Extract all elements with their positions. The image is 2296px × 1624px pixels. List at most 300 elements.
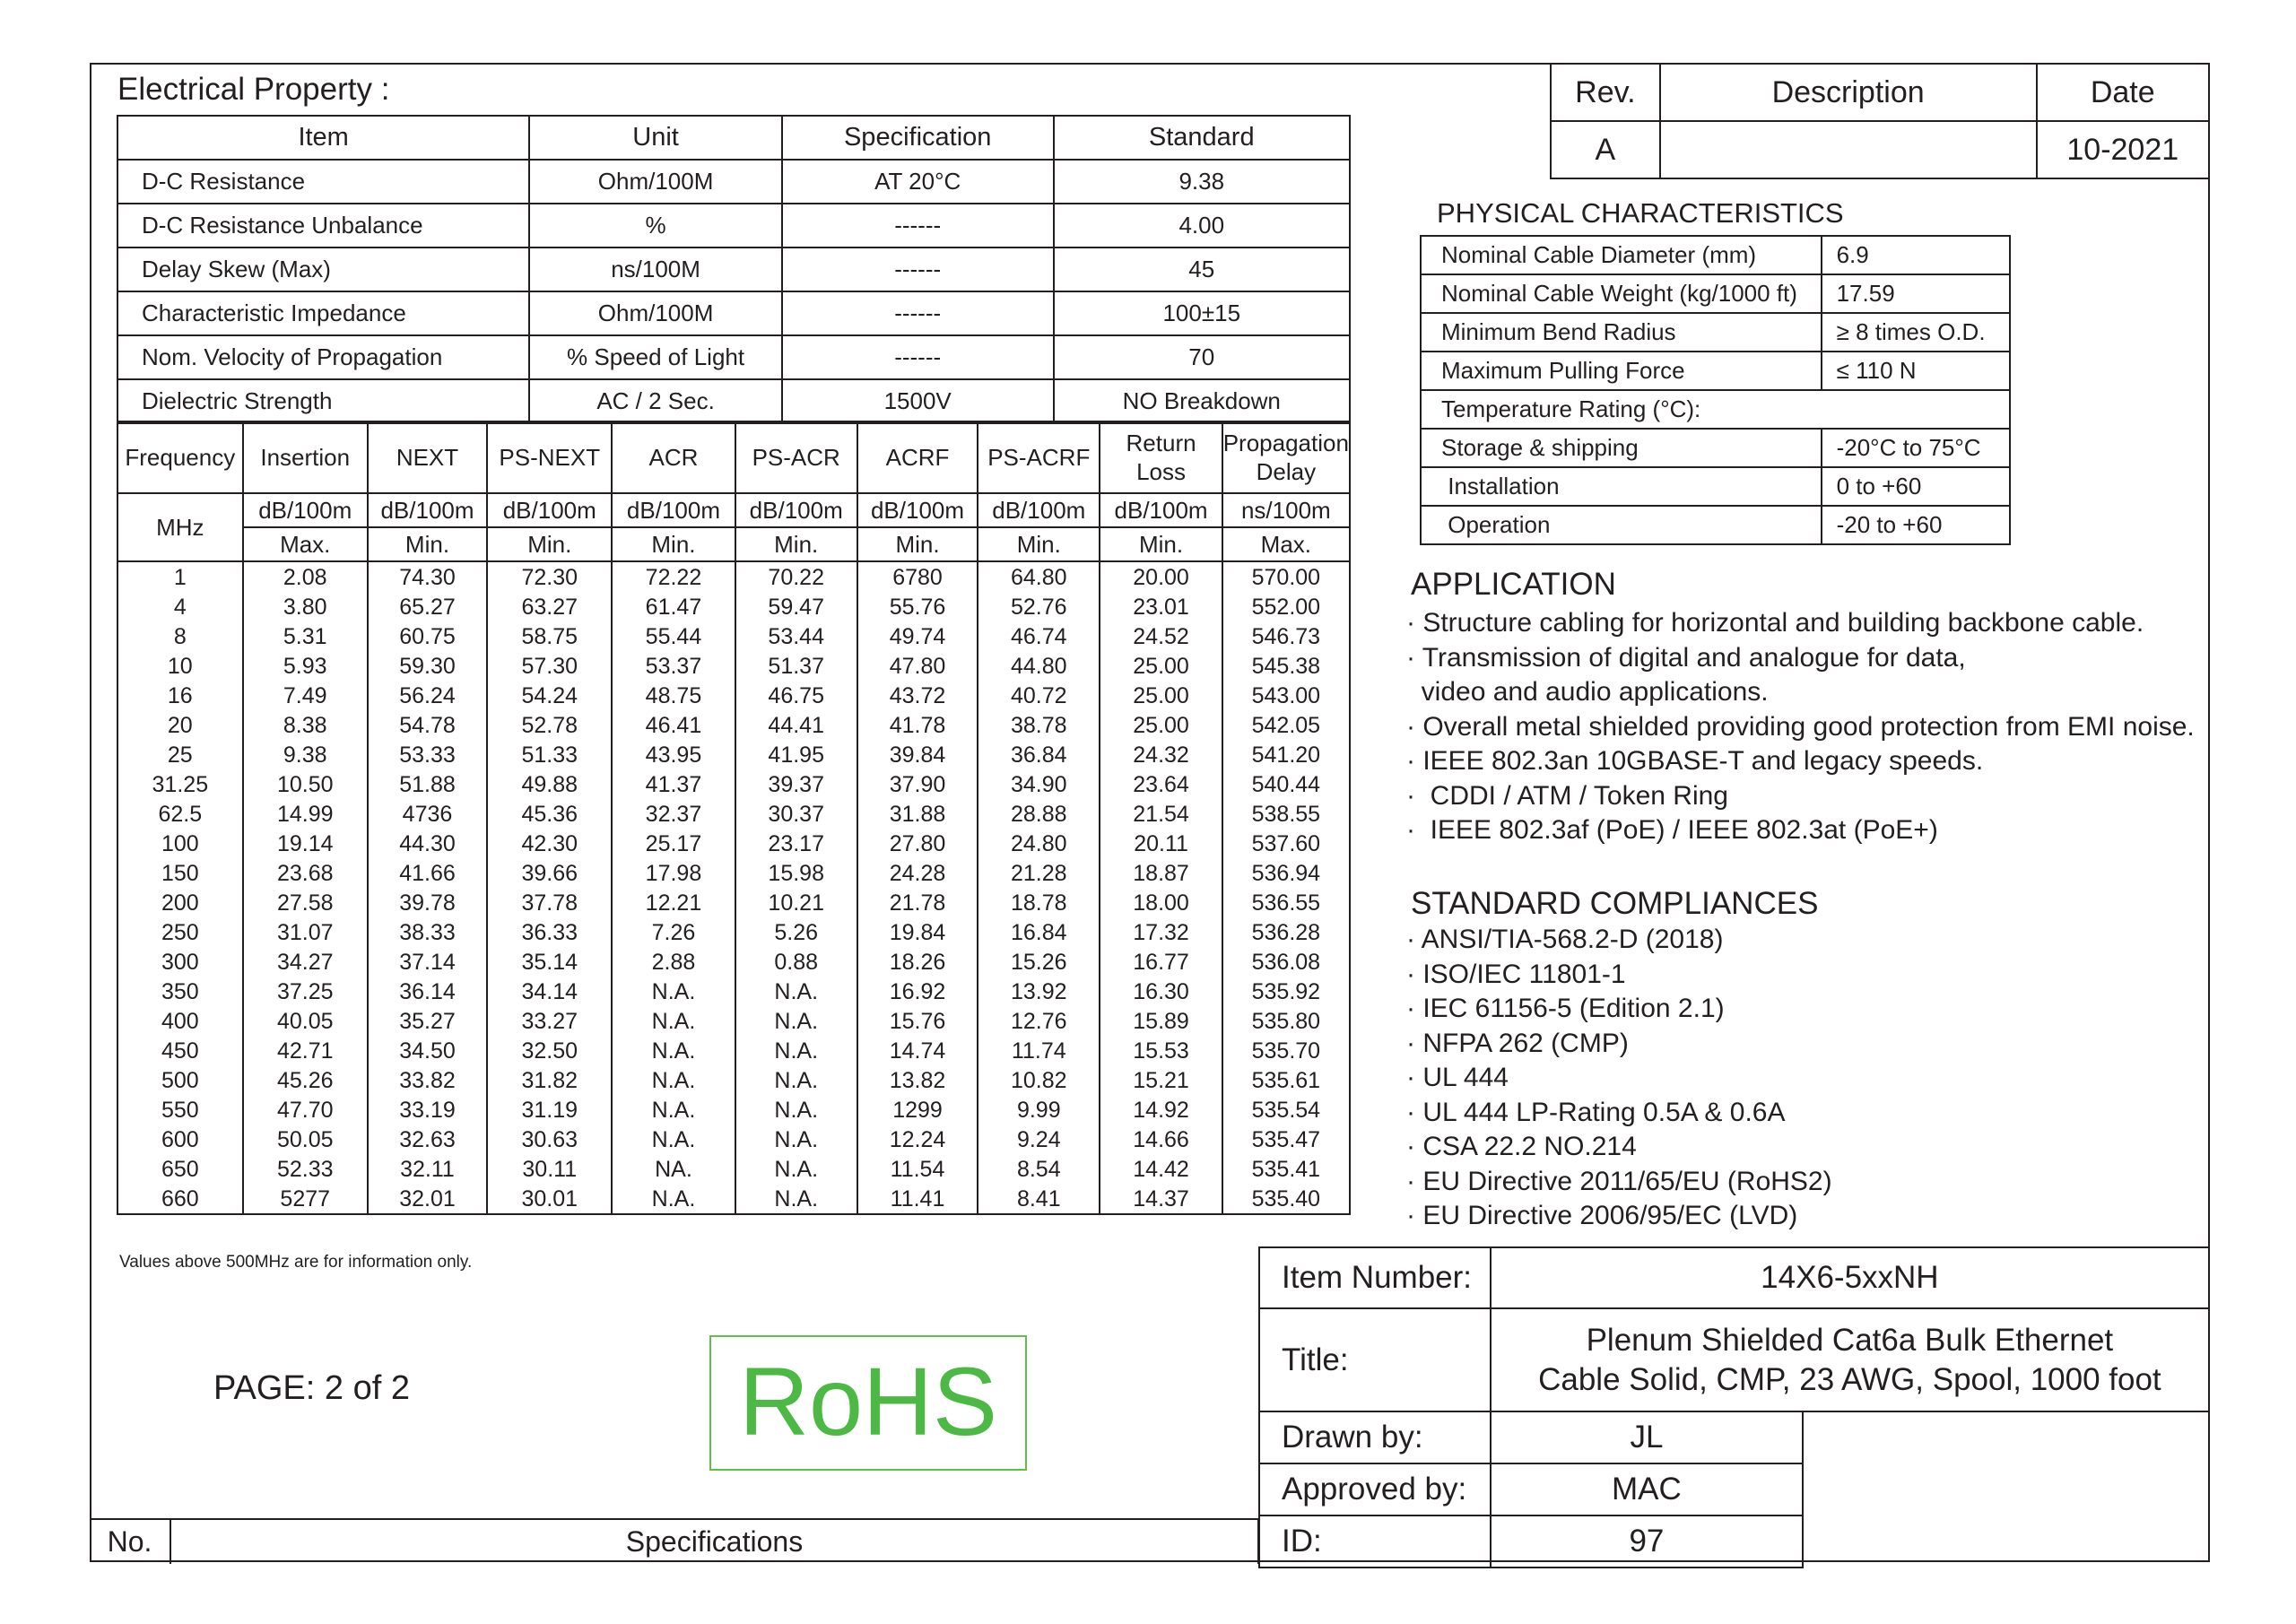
table-cell: 7.26 — [612, 917, 735, 947]
table-cell: 46.41 — [612, 710, 735, 740]
table-cell: 53.37 — [612, 651, 735, 681]
revision-description — [1660, 121, 2037, 178]
revision-header-description: Description — [1660, 64, 2037, 121]
frequency-value: 1 — [117, 561, 243, 592]
table-cell: 537.60 — [1222, 829, 1350, 858]
table-row — [117, 888, 1350, 917]
frequency-value: 660 — [117, 1184, 243, 1214]
compliance-item: · ANSI/TIA-568.2-D (2018) — [1406, 925, 1724, 954]
frequency-value: 450 — [117, 1036, 243, 1065]
table-cell: 21.28 — [978, 858, 1100, 888]
approved-value: MAC — [1491, 1463, 1803, 1515]
table-cell: 9.38 — [243, 740, 368, 769]
table-cell: 12.24 — [857, 1125, 978, 1154]
table-cell: 37.14 — [368, 947, 487, 977]
table-cell: 15.53 — [1100, 1036, 1222, 1065]
table-row — [117, 977, 1350, 1006]
revision-date: 10-2021 — [2037, 121, 2209, 178]
physical-label: Storage & shipping — [1421, 429, 1822, 467]
footer-no: No. — [90, 1519, 170, 1564]
frequency-header: PS-NEXT — [487, 421, 612, 493]
frequency-value: 650 — [117, 1154, 243, 1184]
table-cell: 40.72 — [978, 681, 1100, 710]
table-cell: 13.92 — [978, 977, 1100, 1006]
table-cell: 535.70 — [1222, 1036, 1350, 1065]
table-cell: 11.41 — [857, 1184, 978, 1214]
table-cell: 49.88 — [487, 769, 612, 799]
frequency-limit: Min. — [1100, 527, 1222, 561]
physical-value: 6.9 — [1822, 236, 2010, 274]
table-cell: 535.80 — [1222, 1006, 1350, 1036]
table-cell: 23.01 — [1100, 592, 1222, 621]
electrical-spec: AT 20°C — [782, 160, 1054, 204]
table-cell: 18.26 — [857, 947, 978, 977]
table-cell: 18.87 — [1100, 858, 1222, 888]
table-cell: 535.54 — [1222, 1095, 1350, 1125]
table-cell: 5277 — [243, 1184, 368, 1214]
frequency-header: NEXT — [368, 421, 487, 493]
electrical-title: Electrical Property : — [117, 72, 390, 107]
electrical-spec: ------ — [782, 204, 1054, 248]
table-cell: 35.14 — [487, 947, 612, 977]
revision-table — [1550, 63, 2210, 179]
table-cell: 61.47 — [612, 592, 735, 621]
frequency-header: Return Loss — [1100, 421, 1222, 493]
table-cell: 37.90 — [857, 769, 978, 799]
table-cell: 41.37 — [612, 769, 735, 799]
table-cell: 34.50 — [368, 1036, 487, 1065]
table-cell: 52.76 — [978, 592, 1100, 621]
item-number-row — [1259, 1247, 2209, 1308]
physical-label: Minimum Bend Radius — [1421, 313, 1822, 352]
frequency-header: Frequency — [117, 421, 243, 493]
item-number-label: Item Number: — [1259, 1247, 1491, 1308]
table-cell: 31.19 — [487, 1095, 612, 1125]
table-cell: 42.71 — [243, 1036, 368, 1065]
table-cell: 43.95 — [612, 740, 735, 769]
information-note: Values above 500MHz are for information only. — [119, 1253, 473, 1272]
electrical-unit: % — [529, 204, 782, 248]
table-cell: 31.88 — [857, 799, 978, 829]
table-cell: 33.82 — [368, 1065, 487, 1095]
electrical-unit: ns/100M — [529, 248, 782, 291]
table-cell: 38.78 — [978, 710, 1100, 740]
electrical-spec: 1500V — [782, 379, 1054, 423]
table-cell: 55.44 — [612, 621, 735, 651]
table-cell: 56.24 — [368, 681, 487, 710]
table-cell: 53.33 — [368, 740, 487, 769]
table-cell: 44.30 — [368, 829, 487, 858]
frequency-unit-mhz: MHz — [117, 493, 243, 561]
table-cell: 10.50 — [243, 769, 368, 799]
table-cell: 535.61 — [1222, 1065, 1350, 1095]
electrical-row — [117, 160, 1350, 204]
table-cell: 45.26 — [243, 1065, 368, 1095]
revision-header-row — [1551, 64, 2209, 121]
approved-label: Approved by: — [1259, 1463, 1491, 1515]
application-item: · CDDI / ATM / Token Ring — [1406, 780, 1728, 811]
table-cell: N.A. — [612, 1036, 735, 1065]
table-cell: 19.14 — [243, 829, 368, 858]
table-cell: 16.30 — [1100, 977, 1222, 1006]
electrical-spec: ------ — [782, 335, 1054, 379]
table-cell: 5.31 — [243, 621, 368, 651]
table-row — [117, 1125, 1350, 1154]
table-cell: 63.27 — [487, 592, 612, 621]
electrical-item: Characteristic Impedance — [117, 291, 529, 335]
table-cell: N.A. — [612, 1006, 735, 1036]
id-value: 97 — [1491, 1515, 1803, 1568]
table-row — [117, 592, 1350, 621]
title-block-blank — [1803, 1411, 2209, 1568]
table-cell: 2.88 — [612, 947, 735, 977]
table-cell: 72.30 — [487, 561, 612, 592]
table-cell: 34.27 — [243, 947, 368, 977]
table-cell: N.A. — [735, 1184, 857, 1214]
table-cell: 14.99 — [243, 799, 368, 829]
table-cell: 15.26 — [978, 947, 1100, 977]
application-item: · Transmission of digital and analogue for data, — [1406, 642, 1966, 673]
frequency-value: 25 — [117, 740, 243, 769]
table-cell: 8.41 — [978, 1184, 1100, 1214]
table-row — [117, 917, 1350, 947]
table-row — [117, 561, 1350, 592]
table-cell: 17.98 — [612, 858, 735, 888]
table-cell: 35.27 — [368, 1006, 487, 1036]
table-cell: 38.33 — [368, 917, 487, 947]
electrical-unit: Ohm/100M — [529, 160, 782, 204]
table-cell: 47.70 — [243, 1095, 368, 1125]
revision-header-date: Date — [2037, 64, 2209, 121]
table-cell: 15.21 — [1100, 1065, 1222, 1095]
table-cell: 535.92 — [1222, 977, 1350, 1006]
frequency-value: 250 — [117, 917, 243, 947]
item-number-value: 14X6-5xxNH — [1491, 1247, 2209, 1308]
compliance-item: · CSA 22.2 NO.214 — [1406, 1132, 1637, 1161]
physical-row — [1421, 506, 2010, 544]
table-cell: 543.00 — [1222, 681, 1350, 710]
table-cell: 51.37 — [735, 651, 857, 681]
table-cell: 545.38 — [1222, 651, 1350, 681]
physical-value: ≤ 110 N — [1822, 352, 2010, 390]
page-label: PAGE: 2 of 2 — [213, 1369, 410, 1407]
table-cell: 24.28 — [857, 858, 978, 888]
table-cell: 51.88 — [368, 769, 487, 799]
table-cell: 57.30 — [487, 651, 612, 681]
frequency-unit: dB/100m — [368, 493, 487, 527]
electrical-row — [117, 335, 1350, 379]
table-cell: 41.66 — [368, 858, 487, 888]
table-cell: 10.21 — [735, 888, 857, 917]
frequency-unit: ns/100m — [1222, 493, 1350, 527]
drawn-label: Drawn by: — [1259, 1411, 1491, 1463]
drawn-value: JL — [1491, 1411, 1803, 1463]
table-cell: 30.01 — [487, 1184, 612, 1214]
frequency-header: Propagation Delay — [1222, 421, 1350, 493]
table-cell: 30.63 — [487, 1125, 612, 1154]
compliance-item: · EU Directive 2011/65/EU (RoHS2) — [1406, 1166, 1832, 1196]
compliances-title: STANDARD COMPLIANCES — [1411, 886, 1819, 921]
compliance-item: · UL 444 LP-Rating 0.5A & 0.6A — [1406, 1097, 1786, 1127]
table-cell: 538.55 — [1222, 799, 1350, 829]
table-cell: 44.41 — [735, 710, 857, 740]
table-cell: N.A. — [735, 1036, 857, 1065]
table-cell: 5.93 — [243, 651, 368, 681]
table-cell: N.A. — [612, 1125, 735, 1154]
frequency-value: 8 — [117, 621, 243, 651]
table-cell: 8.54 — [978, 1154, 1100, 1184]
table-cell: 32.37 — [612, 799, 735, 829]
physical-row — [1421, 467, 2010, 506]
electrical-item: D-C Resistance — [117, 160, 529, 204]
table-cell: 32.01 — [368, 1184, 487, 1214]
table-cell: N.A. — [735, 1125, 857, 1154]
electrical-unit: Ohm/100M — [529, 291, 782, 335]
table-row — [117, 1065, 1350, 1095]
table-cell: 536.28 — [1222, 917, 1350, 947]
table-cell: 54.78 — [368, 710, 487, 740]
table-cell: 9.24 — [978, 1125, 1100, 1154]
frequency-value: 600 — [117, 1125, 243, 1154]
table-row — [117, 681, 1350, 710]
table-cell: 74.30 — [368, 561, 487, 592]
application-list — [1406, 606, 2195, 848]
table-cell: 570.00 — [1222, 561, 1350, 592]
table-cell: N.A. — [612, 1095, 735, 1125]
frequency-header: Insertion — [243, 421, 368, 493]
frequency-value: 100 — [117, 829, 243, 858]
table-cell: 536.94 — [1222, 858, 1350, 888]
table-cell: 30.11 — [487, 1154, 612, 1184]
table-cell: 14.42 — [1100, 1154, 1222, 1184]
table-row — [117, 799, 1350, 829]
table-cell: 36.33 — [487, 917, 612, 947]
table-cell: N.A. — [735, 1095, 857, 1125]
table-row — [117, 1006, 1350, 1036]
electrical-unit: AC / 2 Sec. — [529, 379, 782, 423]
frequency-value: 300 — [117, 947, 243, 977]
table-cell: 23.68 — [243, 858, 368, 888]
table-cell: 20.00 — [1100, 561, 1222, 592]
frequency-value: 550 — [117, 1095, 243, 1125]
table-cell: 7.49 — [243, 681, 368, 710]
table-cell: 11.54 — [857, 1154, 978, 1184]
compliance-item: · ISO/IEC 11801-1 — [1406, 959, 1626, 989]
physical-row — [1421, 352, 2010, 390]
table-cell: 23.17 — [735, 829, 857, 858]
electrical-row — [117, 379, 1350, 423]
table-cell: 18.00 — [1100, 888, 1222, 917]
table-cell: 37.25 — [243, 977, 368, 1006]
table-cell: 25.17 — [612, 829, 735, 858]
frequency-value: 10 — [117, 651, 243, 681]
table-cell: 16.84 — [978, 917, 1100, 947]
table-cell: 41.95 — [735, 740, 857, 769]
frequency-limit-row — [117, 527, 1350, 561]
frequency-value: 20 — [117, 710, 243, 740]
compliances-list — [1406, 923, 1832, 1234]
physical-label: Temperature Rating (°C): — [1421, 390, 2010, 429]
table-cell: 27.58 — [243, 888, 368, 917]
physical-title: PHYSICAL CHARACTERISTICS — [1437, 197, 1844, 229]
electrical-item: Delay Skew (Max) — [117, 248, 529, 291]
physical-label: Maximum Pulling Force — [1421, 352, 1822, 390]
application-item: · IEEE 802.3an 10GBASE-T and legacy speeds. — [1406, 746, 1984, 776]
table-row — [117, 710, 1350, 740]
table-cell: 37.78 — [487, 888, 612, 917]
electrical-header: Standard — [1054, 116, 1351, 160]
table-cell: 54.24 — [487, 681, 612, 710]
table-cell: 542.05 — [1222, 710, 1350, 740]
electrical-item: D-C Resistance Unbalance — [117, 204, 529, 248]
frequency-unit-row — [117, 493, 1350, 527]
table-cell: 24.32 — [1100, 740, 1222, 769]
rohs-logo: RoHS — [709, 1335, 1027, 1471]
footer-row — [90, 1519, 1258, 1564]
frequency-value: 62.5 — [117, 799, 243, 829]
table-cell: 52.33 — [243, 1154, 368, 1184]
table-cell: 4736 — [368, 799, 487, 829]
table-cell: 45.36 — [487, 799, 612, 829]
table-cell: 21.78 — [857, 888, 978, 917]
title-line: Plenum Shielded Cat6a Bulk Ethernet — [1586, 1322, 2114, 1358]
electrical-header: Specification — [782, 116, 1054, 160]
frequency-limit: Min. — [487, 527, 612, 561]
table-cell: 20.11 — [1100, 829, 1222, 858]
physical-label: Operation — [1421, 506, 1822, 544]
physical-label: Installation — [1421, 467, 1822, 506]
table-cell: 70.22 — [735, 561, 857, 592]
table-cell: 47.80 — [857, 651, 978, 681]
table-cell: N.A. — [735, 1065, 857, 1095]
table-cell: 25.00 — [1100, 651, 1222, 681]
table-cell: 39.84 — [857, 740, 978, 769]
table-cell: 36.14 — [368, 977, 487, 1006]
table-cell: N.A. — [735, 977, 857, 1006]
table-cell: 25.00 — [1100, 681, 1222, 710]
compliance-item: · UL 444 — [1406, 1063, 1509, 1092]
table-cell: 36.84 — [978, 740, 1100, 769]
electrical-header: Item — [117, 116, 529, 160]
frequency-unit: dB/100m — [857, 493, 978, 527]
title-line: Cable Solid, CMP, 23 AWG, Spool, 1000 foot — [1538, 1361, 2161, 1397]
table-cell: 40.05 — [243, 1006, 368, 1036]
table-cell: 24.80 — [978, 829, 1100, 858]
table-cell: 15.98 — [735, 858, 857, 888]
table-row — [117, 829, 1350, 858]
table-cell: 51.33 — [487, 740, 612, 769]
application-item: · IEEE 802.3af (PoE) / IEEE 802.3at (PoE+) — [1406, 815, 1938, 845]
electrical-standard: 4.00 — [1054, 204, 1351, 248]
table-cell: 33.27 — [487, 1006, 612, 1036]
frequency-limit: Min. — [368, 527, 487, 561]
table-cell: 13.82 — [857, 1065, 978, 1095]
table-cell: 31.07 — [243, 917, 368, 947]
table-cell: 12.76 — [978, 1006, 1100, 1036]
table-cell: 46.74 — [978, 621, 1100, 651]
frequency-header-row — [117, 421, 1350, 493]
electrical-unit: % Speed of Light — [529, 335, 782, 379]
table-cell: 55.76 — [857, 592, 978, 621]
table-cell: 2.08 — [243, 561, 368, 592]
frequency-value: 350 — [117, 977, 243, 1006]
table-cell: 15.76 — [857, 1006, 978, 1036]
frequency-header: PS-ACR — [735, 421, 857, 493]
table-cell: 9.99 — [978, 1095, 1100, 1125]
table-cell: 535.40 — [1222, 1184, 1350, 1214]
title-block — [1258, 1246, 2210, 1568]
table-row — [117, 621, 1350, 651]
application-item: · Structure cabling for horizontal and building backbone cable. — [1406, 608, 2144, 638]
id-label: ID: — [1259, 1515, 1491, 1568]
table-cell: 31.82 — [487, 1065, 612, 1095]
electrical-row — [117, 291, 1350, 335]
revision-rev: A — [1551, 121, 1660, 178]
table-cell: 27.80 — [857, 829, 978, 858]
electrical-header-row — [117, 116, 1350, 160]
frequency-table — [117, 421, 1351, 1215]
table-row — [117, 947, 1350, 977]
table-row — [117, 1036, 1350, 1065]
title-label: Title: — [1259, 1308, 1491, 1411]
table-cell: 23.64 — [1100, 769, 1222, 799]
electrical-spec: ------ — [782, 291, 1054, 335]
table-cell: 536.08 — [1222, 947, 1350, 977]
frequency-value: 16 — [117, 681, 243, 710]
table-row — [117, 1095, 1350, 1125]
table-cell: 5.26 — [735, 917, 857, 947]
table-cell: 552.00 — [1222, 592, 1350, 621]
table-cell: 39.78 — [368, 888, 487, 917]
application-item: · Overall metal shielded providing good protection from EMI noise. — [1406, 711, 2195, 742]
table-cell: 10.82 — [978, 1065, 1100, 1095]
electrical-standard: NO Breakdown — [1054, 379, 1351, 423]
physical-value: 17.59 — [1822, 274, 2010, 313]
frequency-header: PS-ACRF — [978, 421, 1100, 493]
frequency-unit: dB/100m — [487, 493, 612, 527]
table-cell: 28.88 — [978, 799, 1100, 829]
table-cell: 536.55 — [1222, 888, 1350, 917]
table-cell: 19.84 — [857, 917, 978, 947]
frequency-value: 400 — [117, 1006, 243, 1036]
table-cell: 15.89 — [1100, 1006, 1222, 1036]
physical-label: Nominal Cable Weight (kg/1000 ft) — [1421, 274, 1822, 313]
frequency-header: ACRF — [857, 421, 978, 493]
physical-value: -20 to +60 — [1822, 506, 2010, 544]
electrical-spec: ------ — [782, 248, 1054, 291]
revision-row — [1551, 121, 2209, 178]
revision-header-rev: Rev. — [1551, 64, 1660, 121]
table-cell: 6780 — [857, 561, 978, 592]
table-cell: 59.47 — [735, 592, 857, 621]
frequency-value: 4 — [117, 592, 243, 621]
table-cell: 14.66 — [1100, 1125, 1222, 1154]
table-cell: N.A. — [735, 1154, 857, 1184]
table-cell: 0.88 — [735, 947, 857, 977]
electrical-standard: 9.38 — [1054, 160, 1351, 204]
physical-value: -20°C to 75°C — [1822, 429, 2010, 467]
compliance-item: · NFPA 262 (CMP) — [1406, 1028, 1629, 1058]
table-cell: 18.78 — [978, 888, 1100, 917]
table-cell: 60.75 — [368, 621, 487, 651]
table-cell: 59.30 — [368, 651, 487, 681]
table-cell: 540.44 — [1222, 769, 1350, 799]
physical-value: ≥ 8 times O.D. — [1822, 313, 2010, 352]
electrical-standard: 45 — [1054, 248, 1351, 291]
table-cell: 32.50 — [487, 1036, 612, 1065]
frequency-value: 150 — [117, 858, 243, 888]
physical-table — [1420, 235, 2011, 545]
